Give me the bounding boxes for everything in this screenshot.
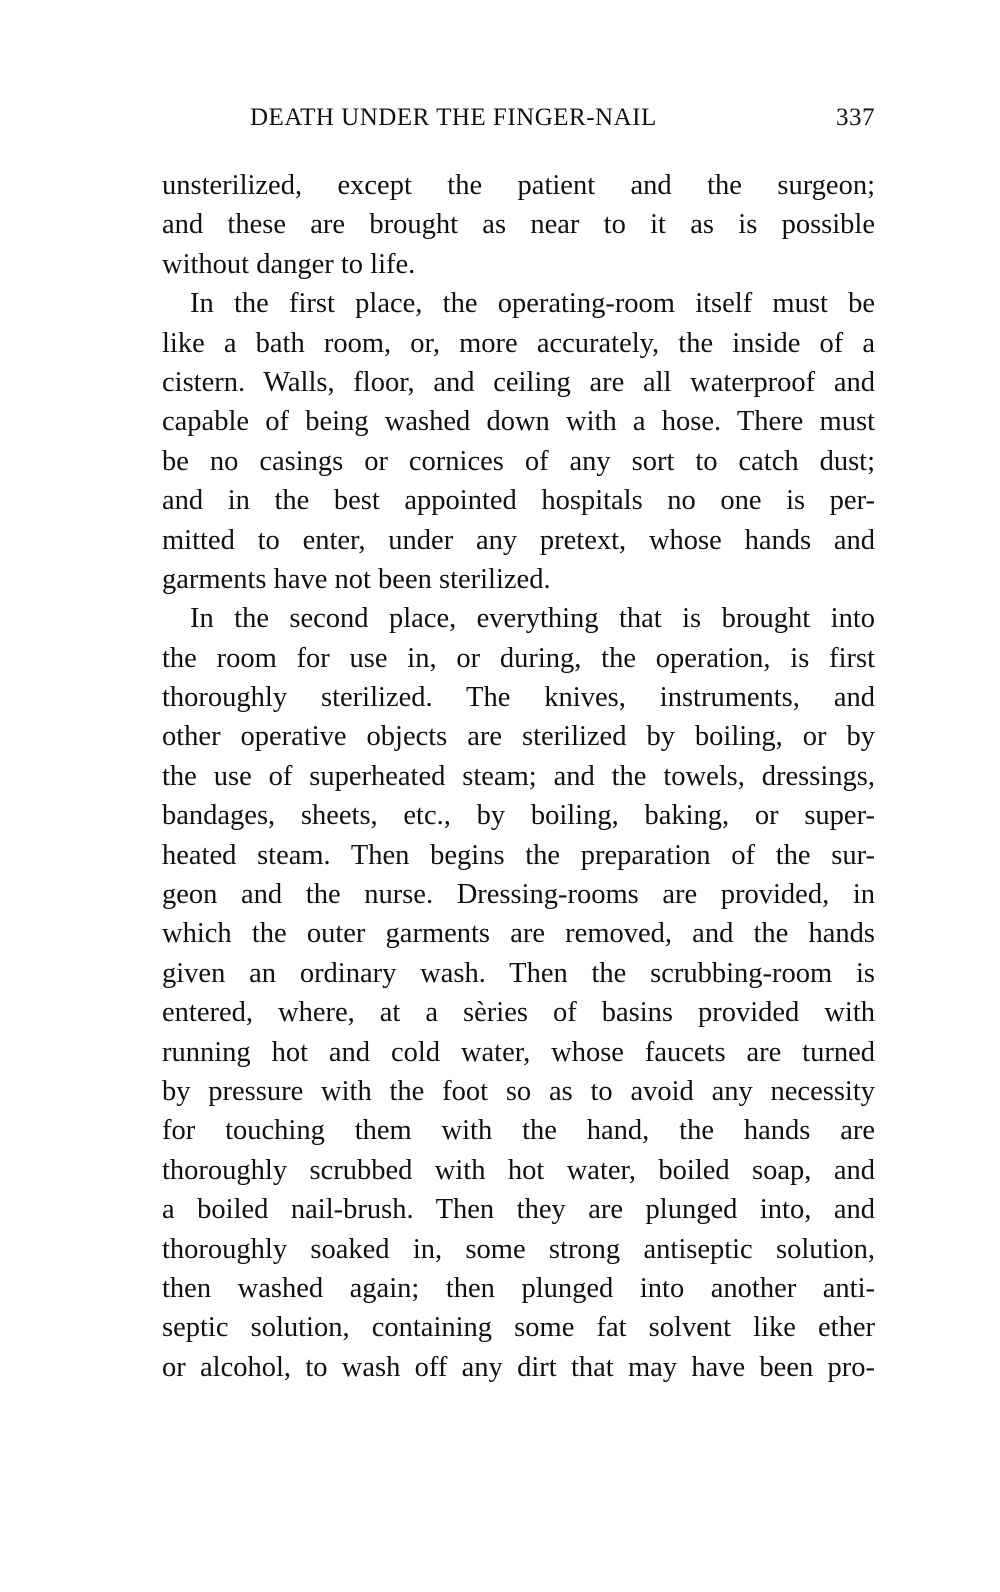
text-line: geon and the nurse. Dressing-rooms are provided, in (162, 879, 875, 911)
text-line: like a bath room, or, more accurately, the inside of a (162, 327, 875, 359)
text-line: capable of being washed down with a hose. There must (162, 406, 875, 438)
text-line: heated steam. Then begins the preparation of the sur- (162, 839, 875, 871)
text-line: thoroughly soaked in, some strong antiseptic solution, (162, 1233, 875, 1265)
text-line: thoroughly sterilized. The knives, instruments, and (162, 682, 875, 714)
running-header (162, 104, 875, 144)
text-line: then washed again; then plunged into another anti- (162, 1272, 875, 1304)
text-line: other operative objects are sterilized by boiling, or by (162, 721, 875, 753)
text-line: In the second place, everything that is brought into (190, 603, 875, 635)
paragraph (162, 599, 875, 1387)
text-line: the use of superheated steam; and the towels, dressings, (162, 760, 875, 792)
text-line: cistern. Walls, floor, and ceiling are all waterproof and (162, 366, 875, 398)
text-line: without danger to life. (162, 248, 416, 280)
text-line: for touching them with the hand, the hands are (162, 1115, 875, 1147)
text-line: a boiled nail-brush. Then they are plunged into, and (162, 1194, 875, 1226)
text-line: septic solution, containing some fat solvent like ether (162, 1312, 875, 1344)
text-line: thoroughly scrubbed with hot water, boiled soap, and (162, 1154, 875, 1186)
text-line: entered, where, at a sèries of basins provided with (162, 997, 875, 1029)
text-line: by pressure with the foot so as to avoid any necessity (162, 1075, 875, 1107)
text-line: unsterilized, except the patient and the surgeon; (162, 170, 875, 201)
paragraph (162, 284, 875, 599)
text-line: or alcohol, to wash off any dirt that may have been pro- (162, 1351, 875, 1383)
running-title: DEATH UNDER THE FINGER-NAIL (250, 104, 657, 131)
paragraph (162, 166, 875, 284)
text-line: and these are brought as near to it as is possible (162, 209, 875, 241)
page-number: 337 (836, 104, 875, 131)
text-line: and in the best appointed hospitals no one is per- (162, 485, 875, 517)
text-line: bandages, sheets, etc., by boiling, baking, or super- (162, 800, 875, 832)
text-line: the room for use in, or during, the operation, is first (162, 642, 875, 674)
text-line: mitted to enter, under any pretext, whose hands and (162, 524, 875, 556)
body-text (162, 166, 875, 1387)
text-line: garments have not been sterilized. (162, 563, 551, 595)
text-line: given an ordinary wash. Then the scrubbing-room is (162, 957, 875, 989)
text-line: which the outer garments are removed, and the hands (162, 918, 875, 950)
text-line: In the first place, the operating-room itself must be (190, 288, 875, 320)
text-line: running hot and cold water, whose faucets are turned (162, 1036, 875, 1068)
text-line: be no casings or cornices of any sort to catch dust; (162, 445, 875, 477)
